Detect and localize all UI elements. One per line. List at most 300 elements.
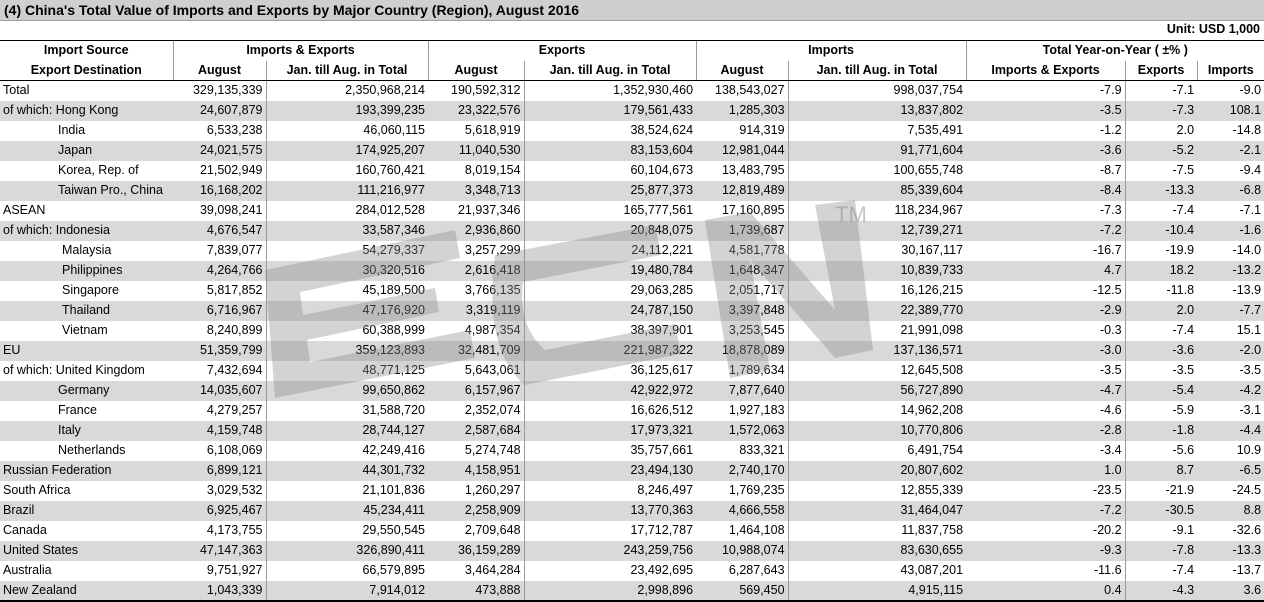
table-cell: -7.7 <box>1197 301 1264 321</box>
table-row <box>0 501 1264 521</box>
table-cell: -3.5 <box>1099 363 1122 377</box>
table-cell: 6,925,467 <box>173 501 266 521</box>
table-cell: -7.4 <box>1125 561 1197 581</box>
row-label: of which: Hong Kong <box>0 101 173 121</box>
table-cell: 13,770,363 <box>524 501 696 521</box>
table-cell: -9.1 <box>1125 521 1197 541</box>
table-cell: 29,063,285 <box>524 281 696 301</box>
table-cell: 83,153,604 <box>524 141 696 161</box>
table-cell: 21,101,836 <box>266 481 428 501</box>
row-label: France <box>58 403 97 417</box>
row-label: Taiwan Pro., China <box>0 181 173 201</box>
table-cell: 1,043,339 <box>173 581 266 601</box>
table-cell: -5.2 <box>1125 141 1197 161</box>
header-im-august: August <box>696 61 788 81</box>
table-cell: -1.2 <box>1099 123 1122 137</box>
table-cell: -12.5 <box>1093 283 1122 297</box>
table-cell: -3.6 <box>1125 341 1197 361</box>
row-label: Brazil <box>0 501 173 521</box>
table-cell: 1,285,303 <box>696 101 788 121</box>
table-body <box>0 81 1264 601</box>
header-ex-ytd: Jan. till Aug. in Total <box>524 61 696 81</box>
table-cell: -9.0 <box>1239 83 1262 98</box>
table-cell: -16.7 <box>1093 243 1122 257</box>
table-cell: -1.8 <box>1125 421 1197 441</box>
table-cell: 6,157,967 <box>428 381 524 401</box>
table-cell: 7,535,491 <box>788 121 966 141</box>
table-cell: 14,962,208 <box>788 401 966 421</box>
table-cell: 6,491,754 <box>788 441 966 461</box>
trade-table <box>0 40 1264 602</box>
table-cell: -3.5 <box>1125 361 1197 381</box>
table-cell: 1,352,930,460 <box>524 81 696 101</box>
table-cell: 1,260,297 <box>464 483 521 497</box>
table-cell: 4,173,755 <box>206 523 263 537</box>
table-cell: 15.1 <box>1236 323 1262 337</box>
table-cell: -3.0 <box>966 341 1125 361</box>
table-row <box>0 381 1264 401</box>
table-cell: 137,136,571 <box>788 341 966 361</box>
header-yoy-im: Imports <box>1197 61 1264 81</box>
table-cell: 11,040,530 <box>428 141 524 161</box>
table-cell: 5,618,919 <box>464 123 521 137</box>
table-cell: -4.3 <box>1125 581 1197 601</box>
table-row <box>0 581 1264 601</box>
table-cell: 569,450 <box>696 581 788 601</box>
table-cell: 4,581,778 <box>728 243 785 257</box>
table-cell: -3.4 <box>1099 443 1122 457</box>
table-cell: 48,771,125 <box>266 361 428 381</box>
table-cell: 33,587,346 <box>266 221 428 241</box>
table-cell: 9,751,927 <box>206 563 263 577</box>
table-cell: 16,626,512 <box>524 401 696 421</box>
header-export-destination: Export Destination <box>0 61 173 81</box>
table-cell: 51,359,799 <box>173 341 266 361</box>
table-title: (4) China's Total Value of Imports and Exports by Major Country (Region), August 2016 <box>4 2 580 18</box>
row-label: Thailand <box>0 301 173 321</box>
table-cell: 193,399,235 <box>266 101 428 121</box>
table-cell: 190,592,312 <box>451 83 521 98</box>
table-cell: 46,060,115 <box>266 121 428 141</box>
table-cell: 12,855,339 <box>788 481 966 501</box>
table-cell: 44,301,732 <box>266 461 428 481</box>
table-cell: 25,877,373 <box>524 181 696 201</box>
table-cell: -32.6 <box>1232 523 1262 537</box>
table-cell: -13.9 <box>1232 283 1262 297</box>
table-cell: -7.9 <box>1099 83 1122 98</box>
row-label: of which: United Kingdom <box>3 363 145 377</box>
table-cell: -7.3 <box>1099 203 1122 217</box>
table-cell: -7.1 <box>1239 203 1262 217</box>
table-cell: -6.5 <box>1197 461 1264 481</box>
row-label: United States <box>0 541 173 561</box>
table-cell: -3.1 <box>1239 403 1262 417</box>
table-cell: 24,112,221 <box>524 241 696 261</box>
table-cell: 111,216,977 <box>266 181 428 201</box>
table-cell: -7.2 <box>966 501 1125 521</box>
table-cell: 91,771,604 <box>788 141 966 161</box>
table-cell: -3.5 <box>966 101 1125 121</box>
table-cell: 23,492,695 <box>524 561 696 581</box>
table-cell: 31,464,047 <box>788 501 966 521</box>
table-cell: 2,616,418 <box>428 261 524 281</box>
table-cell: -7.5 <box>1125 161 1197 181</box>
table-row <box>0 241 1264 261</box>
table-cell: -20.2 <box>1093 523 1122 537</box>
table-cell: 3,257,299 <box>464 243 521 257</box>
table-cell: 5,643,061 <box>464 363 521 377</box>
table-cell: -7.3 <box>1125 101 1197 121</box>
table-cell: 99,650,862 <box>266 381 428 401</box>
table-cell: 243,259,756 <box>524 541 696 561</box>
table-cell: 4.7 <box>966 261 1125 281</box>
table-cell: -2.0 <box>1197 341 1264 361</box>
header-ie-ytd: Jan. till Aug. in Total <box>266 61 428 81</box>
table-row <box>0 81 1264 101</box>
table-cell: 160,760,421 <box>266 161 428 181</box>
table-row <box>0 181 1264 201</box>
table-cell: -7.2 <box>966 221 1125 241</box>
table-cell: 2,998,896 <box>524 581 696 601</box>
table-cell: 12,819,489 <box>696 181 788 201</box>
table-cell: 10,988,074 <box>696 541 788 561</box>
table-cell: 6,108,069 <box>206 443 263 457</box>
header-imports: Imports <box>696 41 966 61</box>
table-cell: -3.6 <box>966 141 1125 161</box>
table-cell: -19.9 <box>1125 241 1197 261</box>
table-row <box>0 561 1264 581</box>
table-cell: 3,348,713 <box>428 181 524 201</box>
table-cell: 7,877,640 <box>696 381 788 401</box>
table-cell: 24,607,879 <box>173 101 266 121</box>
table-cell: 23,494,130 <box>524 461 696 481</box>
row-label: Singapore <box>62 283 119 297</box>
table-cell: 10,839,733 <box>788 261 966 281</box>
table-cell: 914,319 <box>739 123 785 137</box>
table-cell: -2.9 <box>966 301 1125 321</box>
row-label: Malaysia <box>62 243 112 257</box>
table-cell: 473,888 <box>428 581 524 601</box>
header-ex-august: August <box>428 61 524 81</box>
table-cell: 10,770,806 <box>788 421 966 441</box>
table-cell: 998,037,754 <box>788 81 966 101</box>
table-cell: 2,051,717 <box>728 283 785 297</box>
row-label: Japan <box>0 141 173 161</box>
table-cell: 21,502,949 <box>199 163 263 177</box>
table-cell: 12,645,508 <box>788 361 966 381</box>
table-cell: 38,524,624 <box>524 121 696 141</box>
table-cell: 2.0 <box>1125 121 1197 141</box>
table-cell: 29,550,545 <box>266 521 428 541</box>
table-cell: 17,973,321 <box>524 421 696 441</box>
table-row <box>0 121 1264 141</box>
table-cell: -3.5 <box>1239 363 1262 377</box>
table-row <box>0 341 1264 361</box>
table-cell: -2.1 <box>1197 141 1264 161</box>
table-cell: 13,483,795 <box>721 163 785 177</box>
table-row <box>0 481 1264 501</box>
table-cell: 2,709,648 <box>464 523 521 537</box>
row-label: of which: Indonesia <box>0 221 173 241</box>
header-exports: Exports <box>428 41 696 61</box>
table-cell: 54,279,337 <box>266 241 428 261</box>
table-cell: -9.3 <box>966 541 1125 561</box>
table-cell: 3,029,532 <box>206 483 263 497</box>
table-cell: 45,234,411 <box>266 501 428 521</box>
table-cell: 12,981,044 <box>696 141 788 161</box>
table-cell: -4.4 <box>1197 421 1264 441</box>
table-cell: 30,320,516 <box>266 261 428 281</box>
table-cell: 17,712,787 <box>524 521 696 541</box>
table-row <box>0 401 1264 421</box>
table-cell: 4,915,115 <box>788 581 966 601</box>
table-cell: -14.8 <box>1232 123 1262 137</box>
table-cell: 7,839,077 <box>206 243 263 257</box>
table-cell: 8,246,497 <box>524 481 696 501</box>
header-im-ytd: Jan. till Aug. in Total <box>788 61 966 81</box>
table-cell: 138,543,027 <box>715 83 785 98</box>
table-cell: 12,739,271 <box>788 221 966 241</box>
table-cell: -24.5 <box>1232 483 1262 497</box>
table-header <box>0 41 1264 81</box>
watermark-tm: TM <box>835 202 867 227</box>
table-cell: -21.9 <box>1125 481 1197 501</box>
table-cell: 2,936,860 <box>428 221 524 241</box>
unit-label: Unit: USD 1,000 <box>1166 22 1260 36</box>
table-cell: 1,927,183 <box>728 403 785 417</box>
table-cell: -7.8 <box>1125 541 1197 561</box>
table-row <box>0 221 1264 241</box>
header-import-source: Import Source <box>0 41 173 61</box>
row-label: Canada <box>3 523 47 537</box>
table-cell: 3,253,545 <box>728 323 785 337</box>
table-cell: 5,817,852 <box>206 283 263 297</box>
table-cell: 13,837,802 <box>788 101 966 121</box>
table-cell: 3,397,848 <box>696 301 788 321</box>
table-cell: 83,630,655 <box>788 541 966 561</box>
table-cell: 60,388,999 <box>266 321 428 341</box>
table-cell: 108.1 <box>1197 101 1264 121</box>
table-cell: 3,766,135 <box>464 283 521 297</box>
table-cell: -4.7 <box>966 381 1125 401</box>
table-cell: 19,480,784 <box>524 261 696 281</box>
table-cell: 21,991,098 <box>788 321 966 341</box>
table-cell: 32,481,709 <box>428 341 524 361</box>
table-cell: 24,787,150 <box>524 301 696 321</box>
table-cell: 24,021,575 <box>173 141 266 161</box>
table-cell: 174,925,207 <box>266 141 428 161</box>
row-label: Vietnam <box>62 323 108 337</box>
table-cell: 18,878,089 <box>696 341 788 361</box>
table-cell: -5.6 <box>1125 441 1197 461</box>
table-cell: 3,464,284 <box>464 563 521 577</box>
table-cell: -11.8 <box>1125 281 1197 301</box>
table-row <box>0 441 1264 461</box>
table-cell: 1,648,347 <box>696 261 788 281</box>
table-cell: 47,147,363 <box>173 541 266 561</box>
table-cell: -7.4 <box>1125 321 1197 341</box>
header-yoy-ie: Imports & Exports <box>966 61 1125 81</box>
table-cell: 14,035,607 <box>173 381 266 401</box>
table-cell: 4,666,558 <box>696 501 788 521</box>
row-label: New Zealand <box>0 581 173 601</box>
table-cell: 4,159,748 <box>173 421 266 441</box>
table-cell: -8.4 <box>966 181 1125 201</box>
table-cell: -6.8 <box>1197 181 1264 201</box>
table-cell: -0.3 <box>1099 323 1122 337</box>
header-ie-august: August <box>173 61 266 81</box>
table-cell: 1,464,108 <box>728 523 785 537</box>
table-cell: 22,389,770 <box>788 301 966 321</box>
row-label: Italy <box>0 421 173 441</box>
row-label: ASEAN <box>3 203 46 217</box>
table-cell: 1,769,235 <box>728 483 785 497</box>
header-yoy-ex: Exports <box>1125 61 1197 81</box>
table-cell: 47,176,920 <box>266 301 428 321</box>
table-cell: 8,240,899 <box>206 323 263 337</box>
row-label: Russian Federation <box>0 461 173 481</box>
row-label: EU <box>0 341 173 361</box>
header-row-1 <box>0 41 1264 61</box>
header-imports-exports: Imports & Exports <box>173 41 428 61</box>
table-cell: 30,167,117 <box>788 241 966 261</box>
row-label: Korea, Rep. of <box>58 163 139 177</box>
table-cell: 28,744,127 <box>266 421 428 441</box>
row-label: Philippines <box>0 261 173 281</box>
table-cell: 2,740,170 <box>696 461 788 481</box>
table-cell: -14.0 <box>1232 243 1262 257</box>
table-cell: 4,264,766 <box>173 261 266 281</box>
table-cell: -5.4 <box>1125 381 1197 401</box>
table-cell: 5,274,748 <box>464 443 521 457</box>
table-cell: -13.7 <box>1232 563 1262 577</box>
table-cell: 7,914,012 <box>266 581 428 601</box>
table-cell: -7.1 <box>1125 81 1197 101</box>
table-cell: 56,727,890 <box>788 381 966 401</box>
table-cell: -13.2 <box>1197 261 1264 281</box>
table-cell: 2,352,074 <box>464 403 521 417</box>
table-cell: 1,572,063 <box>696 421 788 441</box>
table-row <box>0 141 1264 161</box>
table-row <box>0 201 1264 221</box>
table-row <box>0 101 1264 121</box>
table-row <box>0 361 1264 381</box>
table-cell: -13.3 <box>1197 541 1264 561</box>
table-cell: 359,123,893 <box>266 341 428 361</box>
table-cell: 833,321 <box>739 443 785 457</box>
table-cell: -13.3 <box>1125 181 1197 201</box>
table-cell: 11,837,758 <box>788 521 966 541</box>
table-cell: 23,322,576 <box>428 101 524 121</box>
table-cell: 42,249,416 <box>266 441 428 461</box>
table-row <box>0 301 1264 321</box>
header-row-2 <box>0 61 1264 81</box>
table-cell: 6,287,643 <box>728 563 785 577</box>
row-label: Netherlands <box>58 443 126 457</box>
table-cell: 326,890,411 <box>266 541 428 561</box>
table-cell: 6,716,967 <box>173 301 266 321</box>
table-cell: 36,159,289 <box>428 541 524 561</box>
table-cell: 6,533,238 <box>206 123 263 137</box>
table-row <box>0 261 1264 281</box>
row-label: Total <box>3 83 30 98</box>
table-cell: 42,922,972 <box>524 381 696 401</box>
table-row <box>0 541 1264 561</box>
table-row <box>0 321 1264 341</box>
table-cell: 16,168,202 <box>173 181 266 201</box>
table-cell: 66,579,895 <box>266 561 428 581</box>
table-cell: 2.0 <box>1125 301 1197 321</box>
table-cell: 20,848,075 <box>524 221 696 241</box>
table-cell: 39,098,241 <box>199 203 263 217</box>
table-cell: -9.4 <box>1239 163 1262 177</box>
table-cell: 38,397,901 <box>524 321 696 341</box>
table-cell: 20,807,602 <box>788 461 966 481</box>
table-cell: -4.2 <box>1197 381 1264 401</box>
table-cell: -11.6 <box>1093 563 1122 577</box>
row-label: Germany <box>0 381 173 401</box>
table-cell: 165,777,561 <box>524 201 696 221</box>
table-cell: 10.9 <box>1236 443 1262 457</box>
table-cell: 329,135,339 <box>192 83 263 98</box>
table-cell: 8,019,154 <box>464 163 521 177</box>
table-cell: 16,126,215 <box>788 281 966 301</box>
table-cell: -10.4 <box>1125 221 1197 241</box>
table-cell: -2.8 <box>966 421 1125 441</box>
table-cell: -8.7 <box>1099 163 1122 177</box>
table-cell: -23.5 <box>1093 483 1122 497</box>
table-cell: -4.6 <box>1099 403 1122 417</box>
table-cell: -5.9 <box>1125 401 1197 421</box>
table-cell: -30.5 <box>1125 501 1197 521</box>
table-cell: 7,432,694 <box>206 363 263 377</box>
table-cell: 4,279,257 <box>206 403 263 417</box>
table-cell: 8.8 <box>1197 501 1264 521</box>
table-cell: 1,789,634 <box>728 363 785 377</box>
table-cell: 21,937,346 <box>457 203 521 217</box>
table-row <box>0 521 1264 541</box>
table-cell: 3.6 <box>1197 581 1264 601</box>
table-row <box>0 421 1264 441</box>
table-cell: -1.6 <box>1197 221 1264 241</box>
header-yoy: Total Year-on-Year ( ±% ) <box>966 41 1264 61</box>
row-label: Australia <box>3 563 52 577</box>
table-cell: 4,158,951 <box>428 461 524 481</box>
table-cell: 35,757,661 <box>524 441 696 461</box>
table-cell: 2,258,909 <box>428 501 524 521</box>
table-cell: 4,987,354 <box>464 323 521 337</box>
table-cell: 1,739,687 <box>696 221 788 241</box>
table-cell: 45,189,500 <box>266 281 428 301</box>
table-cell: 8.7 <box>1125 461 1197 481</box>
table-cell: 100,655,748 <box>788 161 966 181</box>
row-label: India <box>58 123 86 137</box>
table-cell: 43,087,201 <box>788 561 966 581</box>
table-cell: 60,104,673 <box>524 161 696 181</box>
table-cell: -7.4 <box>1125 201 1197 221</box>
table-row <box>0 281 1264 301</box>
row-label: South Africa <box>3 483 71 497</box>
table-cell: 221,987,322 <box>524 341 696 361</box>
table-cell: 3,319,119 <box>428 301 524 321</box>
title-bar <box>0 0 1264 21</box>
table-cell: 0.4 <box>966 581 1125 601</box>
table-cell: 6,899,121 <box>173 461 266 481</box>
table-cell: 31,588,720 <box>266 401 428 421</box>
table-row <box>0 461 1264 481</box>
table-cell: 18.2 <box>1125 261 1197 281</box>
table-cell: 36,125,617 <box>524 361 696 381</box>
